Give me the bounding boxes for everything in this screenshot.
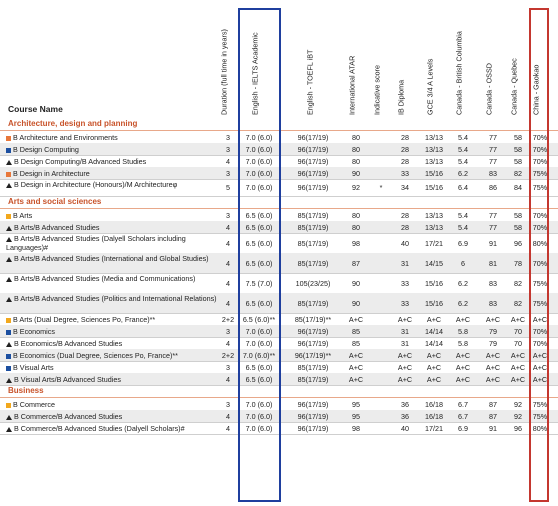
- table-cell: 7.0 (6.0): [245, 144, 273, 154]
- column-header-label: Indicative score: [372, 65, 382, 115]
- course-name: [6, 351, 218, 360]
- triangle-bullet-icon: [6, 237, 12, 242]
- table-cell: 77: [489, 210, 497, 220]
- table-cell: 80: [352, 132, 360, 142]
- triangle-bullet-icon: [6, 277, 12, 282]
- table-cell: 6.5 (6.0): [245, 210, 273, 220]
- course-name-text: B Design Computing/B Advanced Studies: [14, 157, 147, 166]
- table-cell: 96: [514, 423, 522, 433]
- table-cell: A+C: [455, 350, 471, 360]
- table-cell: 34: [401, 183, 409, 192]
- table-cell: A+C: [348, 350, 364, 360]
- table-cell: 96(17/19): [297, 144, 329, 154]
- course-name-text: B Economics (Dual Degree, Sciences Po, France)**: [13, 351, 178, 360]
- table-cell: 78: [514, 258, 522, 268]
- triangle-bullet-icon: [6, 297, 12, 302]
- column-header: [454, 0, 469, 118]
- course-name-text: B Arts/B Advanced Studies: [14, 223, 100, 232]
- square-bullet-icon: [6, 172, 11, 177]
- table-cell: 13/13: [425, 144, 443, 154]
- table-cell: A+C: [485, 362, 501, 372]
- table-cell: 70: [514, 326, 522, 336]
- course-name-text: B Visual Arts: [13, 363, 54, 372]
- table-cell: 83: [489, 298, 497, 308]
- column-header-label: Canada - OSSD: [484, 63, 494, 115]
- table-cell: 4: [226, 238, 230, 248]
- course-name-text: B Visual Arts/B Advanced Studies: [14, 375, 121, 384]
- table-cell: A+C: [426, 362, 442, 372]
- table-cell: 31: [401, 326, 409, 336]
- course-name: [6, 363, 218, 372]
- table-cell: 4: [226, 258, 230, 268]
- triangle-bullet-icon: [6, 427, 12, 432]
- table-cell: A+C: [532, 350, 548, 360]
- table-cell: 5.4: [458, 210, 468, 220]
- table-cell: A+C: [348, 314, 364, 324]
- column-header: [372, 0, 387, 118]
- table-cell: 14/14: [425, 338, 443, 348]
- table-cell: 36: [401, 399, 409, 409]
- table-cell: 96(17/19): [297, 423, 329, 433]
- table-cell: 5.8: [458, 326, 468, 336]
- table-cell: A+C: [510, 374, 526, 384]
- table-cell: A+C: [397, 314, 413, 324]
- square-bullet-icon: [6, 136, 11, 141]
- table-cell: 6.9: [458, 238, 468, 248]
- table-cell: 90: [352, 168, 360, 178]
- table-cell: 96(17/19)**: [294, 350, 332, 360]
- table-cell: 6.9: [458, 423, 468, 433]
- table-cell: 6.7: [458, 399, 468, 409]
- course-name: [6, 339, 218, 348]
- table-cell: 33: [401, 298, 409, 308]
- table-cell: 7.0 (6.0): [245, 132, 273, 142]
- table-cell: 82: [514, 278, 522, 288]
- course-name: [6, 234, 218, 252]
- table-cell: 7.0 (6.0): [245, 183, 273, 192]
- table-cell: 85(17/19): [297, 258, 329, 268]
- table-cell: 79: [489, 338, 497, 348]
- course-name: [6, 375, 218, 384]
- square-bullet-icon: [6, 148, 11, 153]
- table-cell: 96(17/19): [297, 132, 329, 142]
- table-cell: 80: [352, 156, 360, 166]
- table-cell: A+C: [532, 362, 548, 372]
- table-cell: 6.5 (6.0): [245, 222, 273, 232]
- table-cell: 13/13: [425, 222, 443, 232]
- course-name: [6, 254, 218, 263]
- column-header-label: English - TOEFL iBT: [305, 49, 315, 115]
- table-cell: 2+2: [221, 314, 235, 324]
- table-cell: 6.5 (6.0): [245, 298, 273, 308]
- table-cell: 7.0 (6.0): [245, 326, 273, 336]
- column-header: [425, 0, 440, 118]
- table-cell: A+C: [426, 314, 442, 324]
- square-bullet-icon: [6, 214, 11, 219]
- course-name: [6, 424, 218, 433]
- table-cell: 58: [514, 156, 522, 166]
- table-cell: 90: [352, 278, 360, 288]
- course-name: [6, 327, 218, 336]
- table-cell: A+C: [485, 374, 501, 384]
- table-cell: 13/13: [425, 210, 443, 220]
- table-cell: A+C: [510, 350, 526, 360]
- table-cell: 96: [514, 238, 522, 248]
- course-name: [6, 211, 218, 220]
- table-cell: A+C: [455, 314, 471, 324]
- table-cell: 85: [352, 326, 360, 336]
- table-cell: 92: [514, 411, 522, 421]
- table-cell: 70%: [532, 132, 548, 142]
- triangle-bullet-icon: [6, 378, 12, 383]
- table-cell: 6.2: [458, 278, 468, 288]
- table-cell: 80: [352, 144, 360, 154]
- table-cell: 96(17/19): [297, 338, 329, 348]
- table-cell: 5: [226, 183, 230, 192]
- course-name-text: B Commerce/B Advanced Studies (Dalyell Scholars)#: [14, 424, 185, 433]
- table-cell: 33: [401, 168, 409, 178]
- table-cell: 96(17/19): [297, 399, 329, 409]
- table-cell: 4: [226, 338, 230, 348]
- table-cell: 3: [226, 144, 230, 154]
- table-cell: 6.2: [458, 298, 468, 308]
- table-cell: 95: [352, 399, 360, 409]
- column-header-label: English - IELTS Academic: [250, 32, 260, 115]
- table-cell: 70: [514, 338, 522, 348]
- table-cell: 15/16: [425, 183, 443, 192]
- course-name-text: B Arts/B Advanced Studies (Media and Communications): [14, 274, 196, 283]
- table-cell: 31: [401, 338, 409, 348]
- course-name-header: Course Name: [8, 104, 63, 114]
- table-cell: 87: [489, 399, 497, 409]
- triangle-bullet-icon: [6, 415, 12, 420]
- table-cell: 36: [401, 411, 409, 421]
- table-cell: 75%: [532, 168, 548, 178]
- table-cell: *: [379, 183, 383, 192]
- table-cell: 86: [489, 183, 497, 192]
- column-header: [396, 0, 411, 118]
- column-header: [509, 0, 524, 118]
- table-cell: 75%: [532, 183, 548, 192]
- table-cell: A+C: [455, 374, 471, 384]
- table-cell: 4: [226, 298, 230, 308]
- table-cell: 3: [226, 132, 230, 142]
- course-name-text: B Arts: [13, 211, 33, 220]
- column-header-label: Duration (full time in years): [219, 29, 229, 115]
- table-cell: 14/15: [425, 258, 443, 268]
- table-cell: A+C: [510, 314, 526, 324]
- table-cell: A+C: [532, 314, 548, 324]
- table-cell: 7.5 (7.0): [245, 278, 273, 288]
- table-cell: 80: [352, 222, 360, 232]
- table-cell: 70%: [532, 338, 548, 348]
- table-cell: 3: [226, 210, 230, 220]
- table-cell: 96(17/19): [297, 183, 329, 192]
- table-cell: 92: [352, 183, 360, 192]
- table-cell: 15/16: [425, 278, 443, 288]
- table-cell: 14/14: [425, 326, 443, 336]
- table-cell: 85(17/19): [297, 238, 329, 248]
- table-cell: A+C: [397, 362, 413, 372]
- table-cell: 7.0 (6.0): [245, 423, 273, 433]
- table-cell: A+C: [485, 314, 501, 324]
- course-name: [6, 169, 218, 178]
- course-name-text: B Design Computing: [13, 145, 79, 154]
- table-cell: 70%: [532, 258, 548, 268]
- course-name-text: B Commerce/B Advanced Studies: [14, 412, 123, 421]
- table-cell: 4: [226, 423, 230, 433]
- section-title: Business: [8, 386, 44, 395]
- column-header: [219, 0, 234, 118]
- table-cell: A+C: [510, 362, 526, 372]
- table-cell: 58: [514, 132, 522, 142]
- gaokao-column-highlight: [529, 8, 549, 502]
- column-header: [347, 0, 362, 118]
- table-cell: 2+2: [221, 350, 235, 360]
- table-cell: 15/16: [425, 298, 443, 308]
- table-cell: A+C: [348, 362, 364, 372]
- table-cell: 5.4: [458, 156, 468, 166]
- table-cell: 6.5 (6.0)**: [242, 314, 276, 324]
- square-bullet-icon: [6, 366, 11, 371]
- course-name-text: B Economics: [13, 327, 55, 336]
- table-cell: 40: [401, 423, 409, 433]
- table-cell: 28: [401, 156, 409, 166]
- table-cell: 16/18: [425, 399, 443, 409]
- table-cell: 91: [489, 238, 497, 248]
- table-cell: 6.4: [458, 183, 468, 192]
- table-cell: 7.0 (6.0): [245, 156, 273, 166]
- table-cell: 85(17/19)**: [294, 314, 332, 324]
- course-name: [6, 223, 218, 232]
- course-name: [6, 294, 218, 303]
- course-name-text: B Design in Architecture (Honours)/M Architectureφ: [14, 180, 178, 189]
- course-name: [6, 133, 218, 142]
- table-cell: 6.5 (6.0): [245, 238, 273, 248]
- table-cell: 96(17/19): [297, 168, 329, 178]
- course-name-text: B Arts/B Advanced Studies (Dalyell Scholars including Languages)#: [6, 234, 186, 252]
- table-cell: 91: [489, 423, 497, 433]
- course-name-text: B Design in Architecture: [13, 169, 90, 178]
- column-header-label: IB Diploma: [396, 79, 406, 115]
- square-bullet-icon: [6, 354, 11, 359]
- table-cell: 77: [489, 144, 497, 154]
- table-cell: A+C: [348, 374, 364, 384]
- table-cell: 3: [226, 326, 230, 336]
- table-cell: 92: [514, 399, 522, 409]
- table-cell: 7.0 (6.0): [245, 168, 273, 178]
- table-cell: 4: [226, 411, 230, 421]
- table-cell: 4: [226, 222, 230, 232]
- table-cell: 28: [401, 144, 409, 154]
- table-cell: A+C: [397, 350, 413, 360]
- table-cell: 90: [352, 298, 360, 308]
- table-cell: 6.5 (6.0): [245, 374, 273, 384]
- table-cell: 4: [226, 156, 230, 166]
- table-cell: 4: [226, 374, 230, 384]
- course-name: [6, 157, 218, 166]
- table-cell: 79: [489, 326, 497, 336]
- table-cell: 82: [514, 168, 522, 178]
- table-cell: 77: [489, 222, 497, 232]
- section-title: Architecture, design and planning: [8, 119, 138, 128]
- table-cell: 96(17/19): [297, 326, 329, 336]
- table-cell: 85: [352, 338, 360, 348]
- table-cell: 98: [352, 423, 360, 433]
- table-cell: 70%: [532, 144, 548, 154]
- table-cell: A+C: [426, 350, 442, 360]
- table-cell: 40: [401, 238, 409, 248]
- table-cell: 82: [514, 298, 522, 308]
- table-cell: A+C: [397, 374, 413, 384]
- table-cell: 80%: [532, 238, 548, 248]
- course-name: [6, 315, 218, 324]
- table-cell: 85(17/19): [297, 362, 329, 372]
- course-name-text: B Arts/B Advanced Studies (International and Global Studies): [14, 254, 209, 263]
- table-cell: 5.4: [458, 132, 468, 142]
- course-name-text: B Arts (Dual Degree, Sciences Po, France)**: [13, 315, 156, 324]
- course-name: [6, 145, 218, 154]
- table-cell: 95: [352, 411, 360, 421]
- triangle-bullet-icon: [6, 160, 12, 165]
- table-cell: 6: [461, 258, 465, 268]
- table-cell: 77: [489, 156, 497, 166]
- table-cell: 84: [514, 183, 522, 192]
- course-name: [6, 412, 218, 421]
- table-cell: 98: [352, 238, 360, 248]
- table-cell: 3: [226, 168, 230, 178]
- column-header-label: GCE 3/4 A Levels: [425, 58, 435, 115]
- table-cell: 70%: [532, 326, 548, 336]
- table-cell: 7.0 (6.0)**: [242, 350, 276, 360]
- table-cell: 5.4: [458, 222, 468, 232]
- table-cell: 58: [514, 222, 522, 232]
- table-cell: 7.0 (6.0): [245, 338, 273, 348]
- course-name: [6, 180, 218, 189]
- table-cell: 6.5 (6.0): [245, 258, 273, 268]
- triangle-bullet-icon: [6, 183, 12, 188]
- column-header-label: Canada - Quebec: [509, 58, 519, 115]
- table-cell: 6.5 (6.0): [245, 362, 273, 372]
- table-cell: 70%: [532, 156, 548, 166]
- table-cell: 13/13: [425, 132, 443, 142]
- table-cell: 87: [352, 258, 360, 268]
- square-bullet-icon: [6, 403, 11, 408]
- table-cell: 17/21: [425, 238, 443, 248]
- square-bullet-icon: [6, 330, 11, 335]
- table-cell: 6.7: [458, 411, 468, 421]
- table-cell: 13/13: [425, 156, 443, 166]
- table-cell: 105(23/25): [295, 278, 331, 288]
- table-cell: 16/18: [425, 411, 443, 421]
- table-cell: 33: [401, 278, 409, 288]
- triangle-bullet-icon: [6, 342, 12, 347]
- table-cell: 17/21: [425, 423, 443, 433]
- table-cell: 58: [514, 210, 522, 220]
- table-cell: 85(17/19): [297, 222, 329, 232]
- table-cell: 81: [489, 258, 497, 268]
- table-cell: 28: [401, 210, 409, 220]
- table-cell: 96(17/19): [297, 411, 329, 421]
- column-header: [305, 0, 320, 118]
- table-cell: 5.4: [458, 144, 468, 154]
- table-cell: 3: [226, 399, 230, 409]
- table-cell: 28: [401, 132, 409, 142]
- table-cell: 70%: [532, 222, 548, 232]
- column-header-label: Canada - British Columbia: [454, 31, 464, 115]
- table-cell: 75%: [532, 411, 548, 421]
- table-cell: 75%: [532, 278, 548, 288]
- table-cell: 4: [226, 278, 230, 288]
- table-cell: 15/16: [425, 168, 443, 178]
- table-cell: A+C: [455, 362, 471, 372]
- table-cell: 85(17/19): [297, 374, 329, 384]
- table-cell: 83: [489, 278, 497, 288]
- table-cell: 7.0 (6.0): [245, 411, 273, 421]
- table-cell: A+C: [532, 374, 548, 384]
- square-bullet-icon: [6, 318, 11, 323]
- table-cell: 70%: [532, 210, 548, 220]
- triangle-bullet-icon: [6, 257, 12, 262]
- column-header: [484, 0, 499, 118]
- table-cell: 87: [489, 411, 497, 421]
- table-cell: 80: [352, 210, 360, 220]
- table-cell: 3: [226, 362, 230, 372]
- table-cell: 80%: [532, 423, 548, 433]
- table-cell: 5.8: [458, 338, 468, 348]
- course-name-text: B Arts/B Advanced Studies (Politics and International Relations): [14, 294, 217, 303]
- table-cell: 96(17/19): [297, 156, 329, 166]
- section-title: Arts and social sciences: [8, 197, 102, 206]
- course-name: [6, 400, 218, 409]
- table-cell: A+C: [426, 374, 442, 384]
- course-name-text: B Architecture and Environments: [13, 133, 118, 142]
- table-cell: 75%: [532, 298, 548, 308]
- table-cell: 85(17/19): [297, 210, 329, 220]
- table-cell: 7.0 (6.0): [245, 399, 273, 409]
- table-cell: 75%: [532, 399, 548, 409]
- ielts-column-highlight: [238, 8, 281, 502]
- table-cell: 83: [489, 168, 497, 178]
- table-cell: 58: [514, 144, 522, 154]
- table-cell: 85(17/19): [297, 298, 329, 308]
- table-cell: 28: [401, 222, 409, 232]
- table-cell: 31: [401, 258, 409, 268]
- course-name-text: B Economics/B Advanced Studies: [14, 339, 123, 348]
- course-name-text: B Commerce: [13, 400, 55, 409]
- column-header-label: China - Gaokao: [531, 64, 541, 115]
- table-cell: 6.2: [458, 168, 468, 178]
- course-name: [6, 274, 218, 283]
- table-cell: 77: [489, 132, 497, 142]
- triangle-bullet-icon: [6, 226, 12, 231]
- table-cell: A+C: [485, 350, 501, 360]
- column-header-label: International ATAR: [347, 55, 357, 115]
